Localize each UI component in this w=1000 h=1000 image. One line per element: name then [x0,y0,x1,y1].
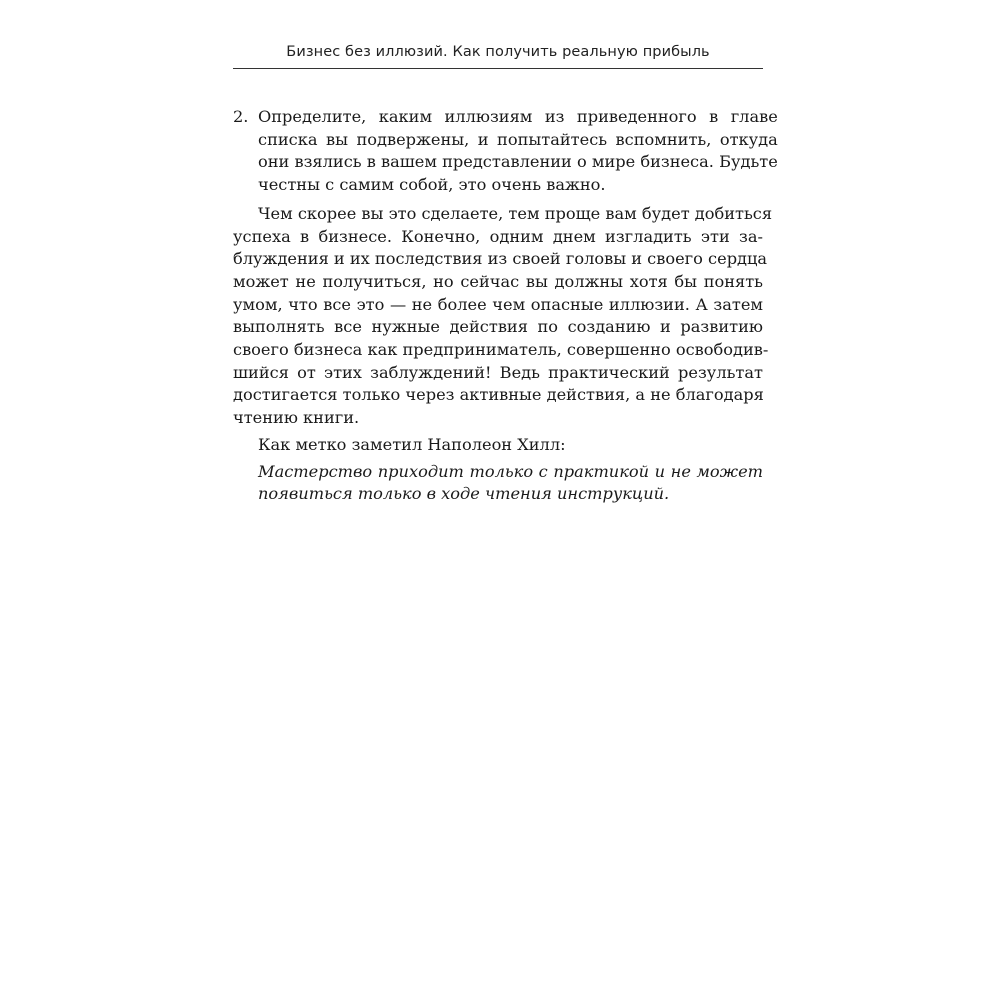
text-line: шийся от этих заблуждений! Ведь практический результат [233,362,763,382]
text-line: своего бизнеса как предприниматель, совершенно освободив- [233,340,769,360]
quote-line: Мастерство приходит только с практикой и не может [258,461,763,481]
header-rule [233,68,763,69]
text-line: успеха в бизнесе. Конечно, одним днем изгладить эти за- [233,226,763,246]
body-paragraph [233,203,773,430]
running-head: Бизнес без иллюзий. Как получить реальную прибыль [286,44,710,60]
page-body [233,106,778,506]
text-line: может не получиться, но сейчас вы должны хотя бы понять [233,271,763,291]
quote-intro: Как метко заметил Наполеон Хилл: [258,434,566,454]
text-line: чтению книги. [233,408,360,428]
list-item-text [258,106,778,197]
text-line: выполнять все нужные действия по созданию и развитию [233,317,763,337]
quote-line: появиться только в ходе чтения инструкций. [258,484,670,504]
text-line: Чем скорее вы это сделаете, тем проще вам будет добиться [258,203,773,223]
list-item [233,106,778,197]
text-line: честны с самим собой, это очень важно. [258,175,606,195]
quotation [233,461,763,506]
list-item-number: 2. [233,107,249,126]
text-line: списка вы подвержены, и попытайтесь вспомнить, откуда [258,129,778,149]
text-line: умом, что все это — не более чем опасные иллюзии. А затем [233,294,763,314]
text-line: блуждения и их последствия из своей головы и своего сердца [233,249,768,269]
text-line: Определите, каким иллюзиям из приведенного в главе [258,107,778,126]
text-line: достигается только через активные действия, а не благодаря [233,385,764,405]
text-line: они взялись в вашем представлении о мире бизнеса. Будьте [258,152,778,172]
